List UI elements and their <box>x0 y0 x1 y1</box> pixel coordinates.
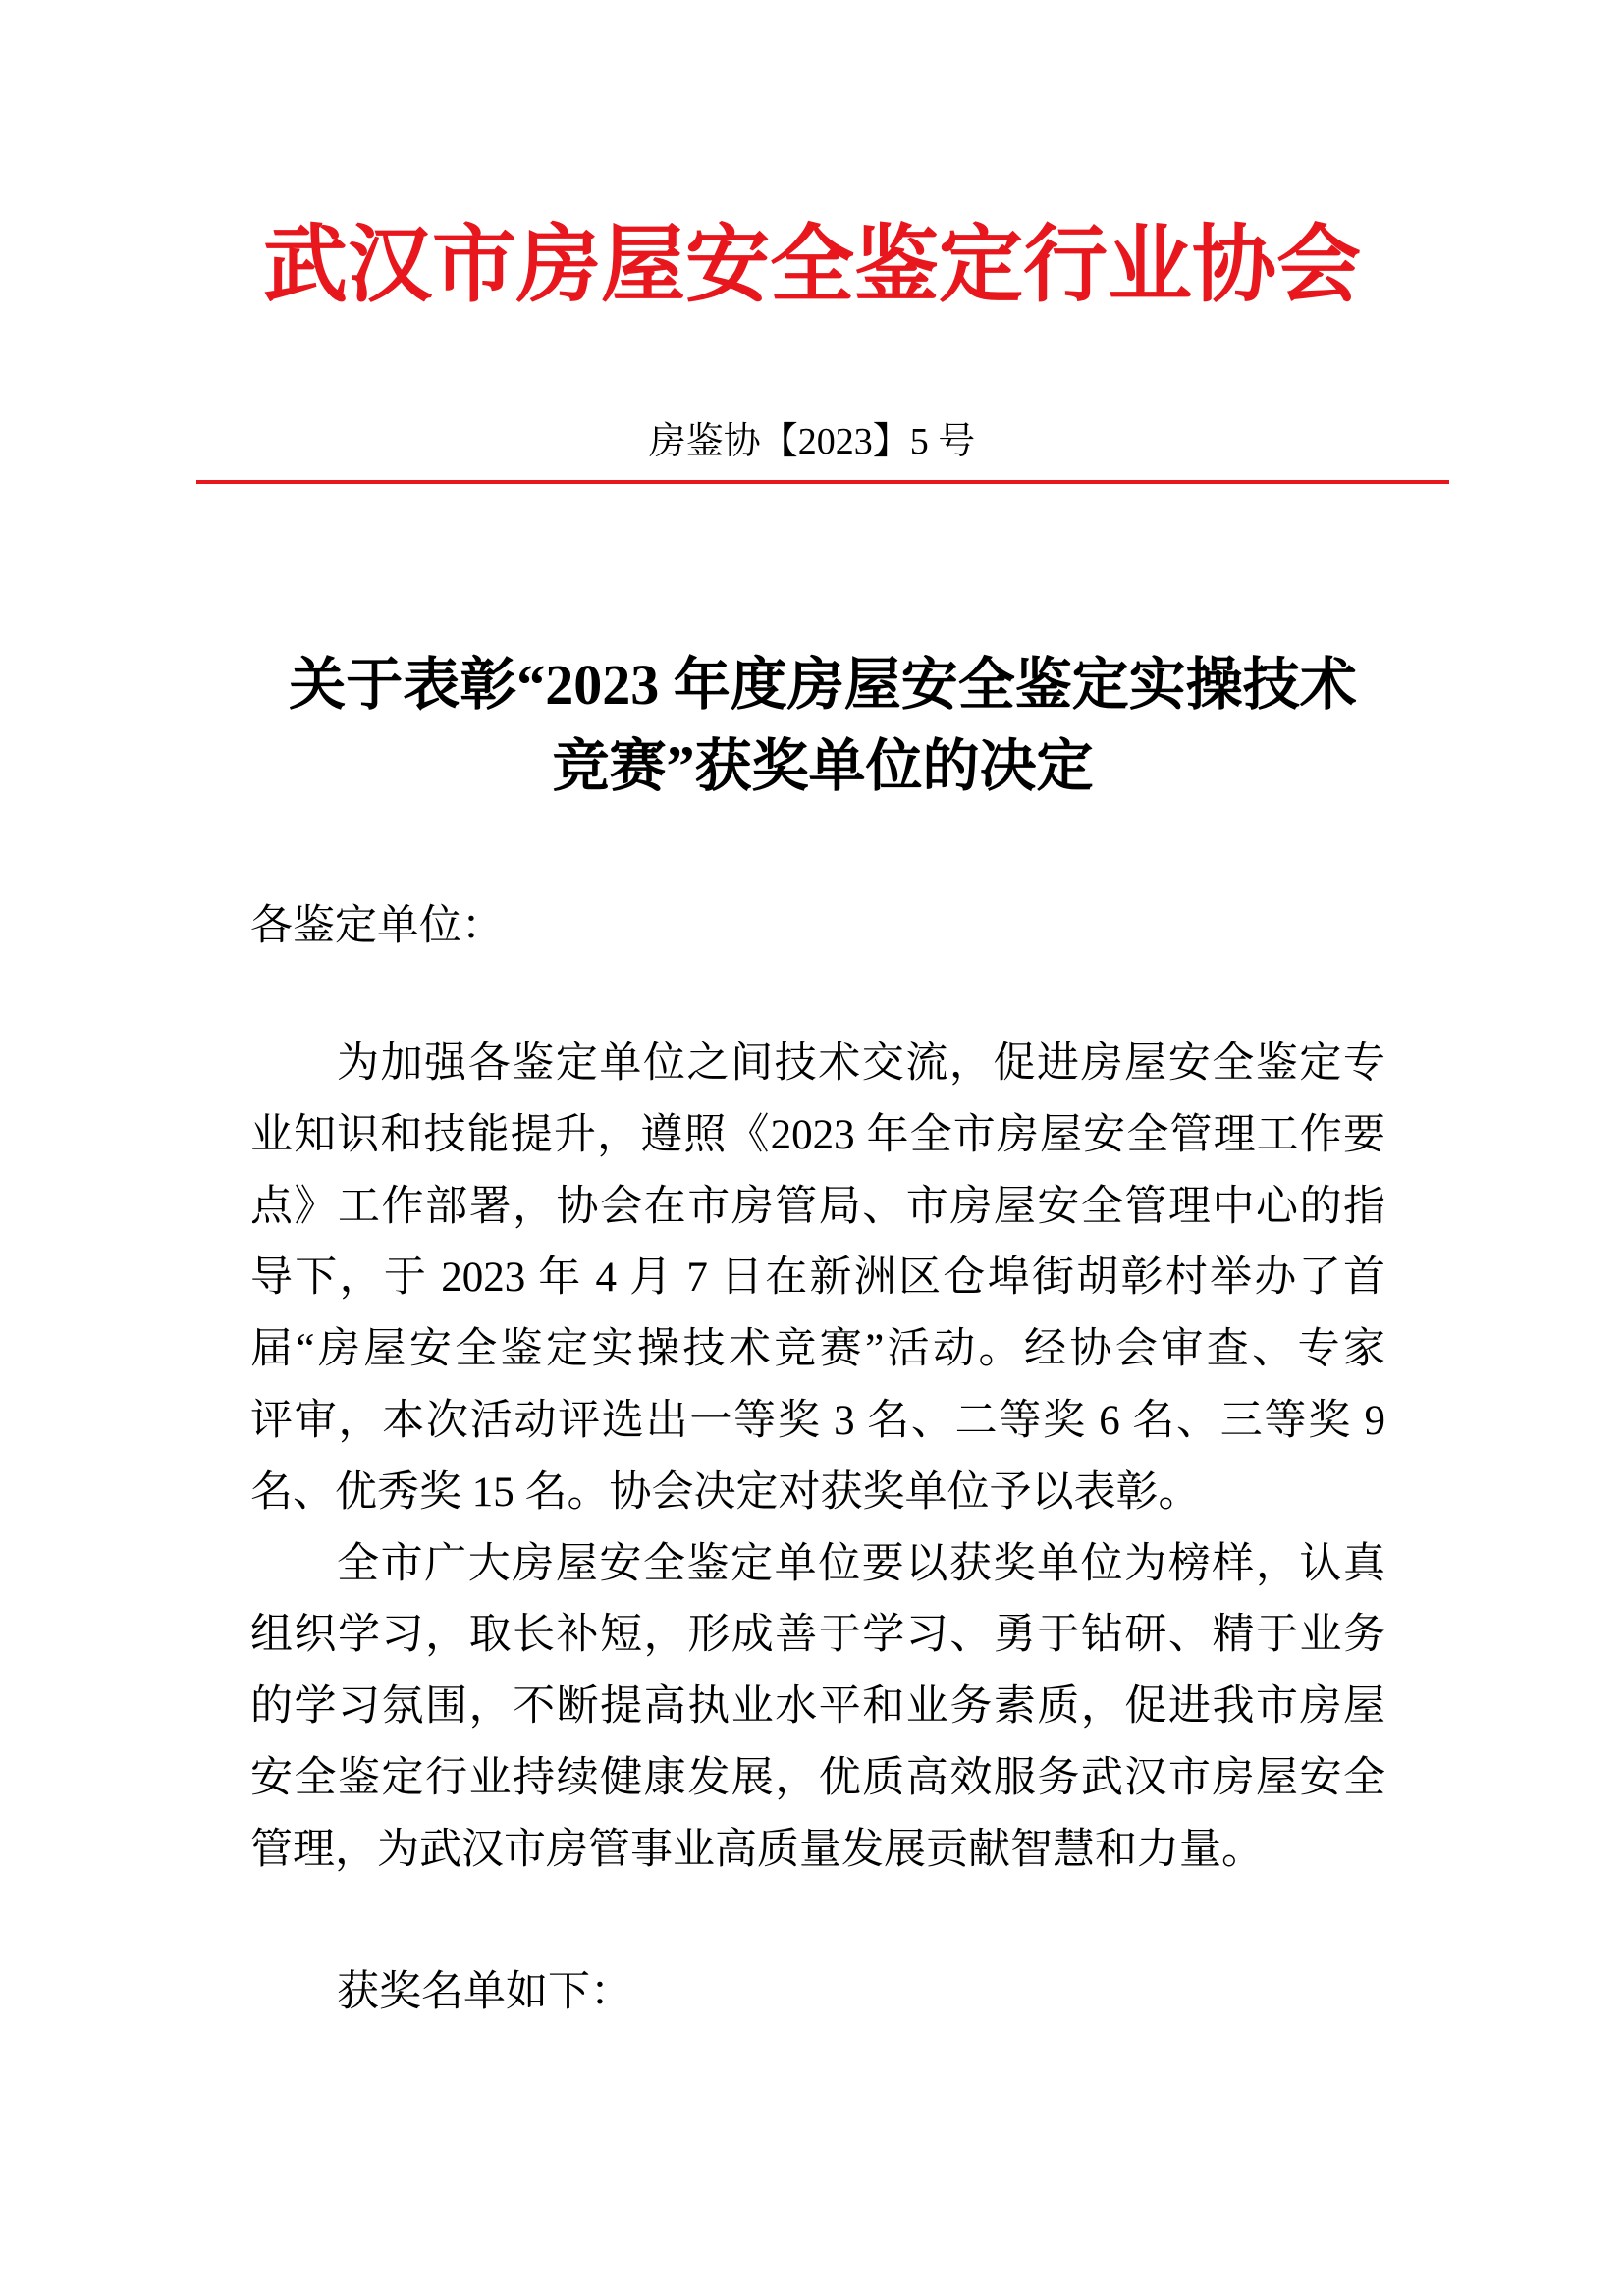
title-line: 竞赛”获奖单位的决定 <box>552 734 1094 798</box>
paragraph-line: 名、优秀奖 15 名。协会决定对获奖单位予以表彰。 <box>250 1468 1201 1516</box>
paragraph-line: 评审，本次活动评选出一等奖 3 名、二等奖 6 名、三等奖 9 <box>250 1397 1385 1444</box>
paragraph-line: 全市广大房屋安全鉴定单位要以获奖单位为榜样，认真 <box>337 1540 1385 1587</box>
paragraph-line: 导下，于 2023 年 4 月 7 日在新洲区仓埠街胡彰村举办了首 <box>250 1255 1385 1302</box>
paragraph-line: 为加强各鉴定单位之间技术交流，促进房屋安全鉴定专 <box>337 1041 1385 1087</box>
document-title <box>196 644 1449 807</box>
award-list-intro: 获奖名单如下： <box>337 1969 632 2016</box>
blank-line <box>250 1887 1385 1958</box>
paragraph-line: 的学习氛围，不断提高执业水平和业务素质，促进我市房屋 <box>250 1683 1385 1731</box>
issuer-header: 武汉市房屋安全鉴定行业协会 <box>263 218 1361 312</box>
salutation: 各鉴定单位： <box>250 903 504 949</box>
paragraph-line: 届“房屋安全鉴定实操技术竞赛”活动。经协会审查、专家 <box>250 1326 1385 1373</box>
paragraph-line: 管理，为武汉市房管事业高质量发展贡献智慧和力量。 <box>250 1826 1264 1873</box>
paragraph-line: 组织学习，取长补短，形成善于学习、勇于钻研、精于业务 <box>250 1612 1385 1659</box>
document-body <box>250 1029 1385 2029</box>
body-paragraph <box>250 1029 1385 1529</box>
paragraph-line: 点》工作部署，协会在市房管局、市房屋安全管理中心的指 <box>250 1183 1385 1230</box>
header-divider <box>196 480 1449 484</box>
body-paragraph <box>250 1529 1385 1887</box>
title-line: 关于表彰“2023 年度房屋安全鉴定实操技术 <box>289 653 1357 717</box>
document-number: 房鉴协【2023】5 号 <box>648 421 976 462</box>
paragraph-line: 业知识和技能提升，遵照《2023 年全市房屋安全管理工作要 <box>250 1111 1385 1158</box>
paragraph-line: 安全鉴定行业持续健康发展，优质高效服务武汉市房屋安全 <box>250 1754 1385 1801</box>
